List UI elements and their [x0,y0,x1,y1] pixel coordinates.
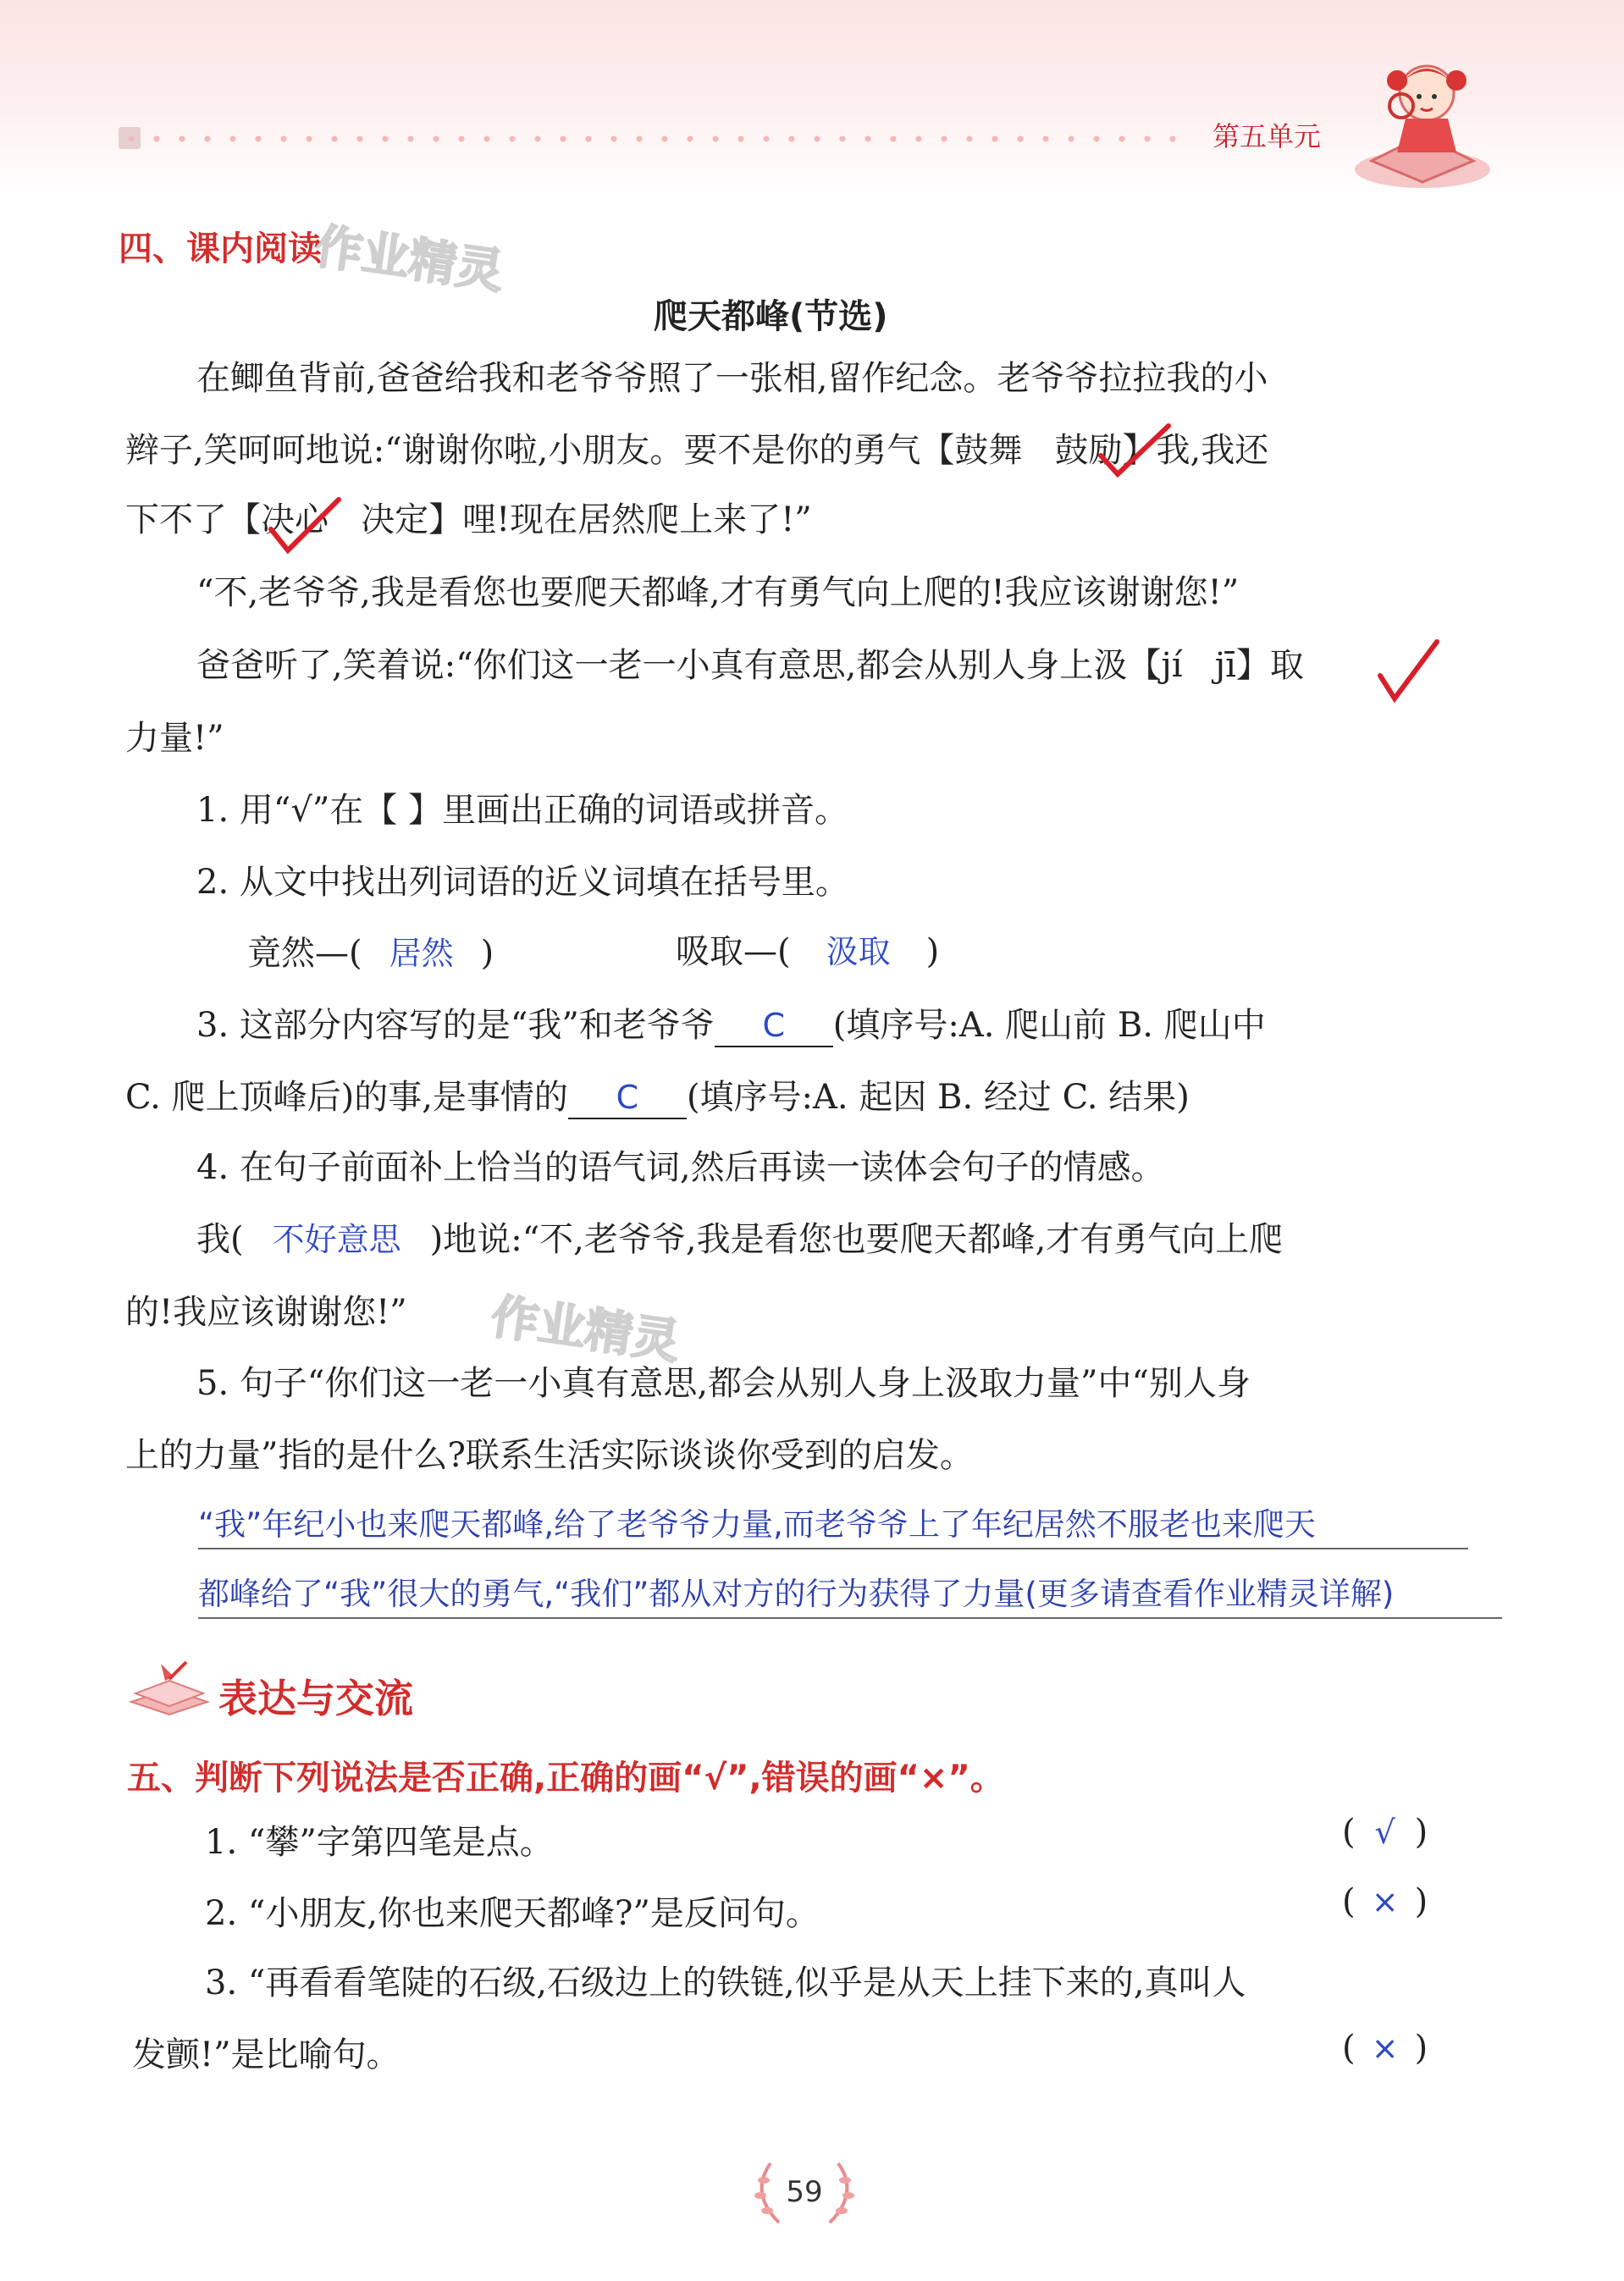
q2-item2-answer: 汲取 [826,933,891,970]
judge-item-3-line2: 发颤!”是比喻句。 [132,2035,400,2074]
option-guwu: 鼓舞 [954,431,1023,470]
page-number: 59 [786,2175,823,2209]
option-jueding: 决定 [361,500,429,539]
paren-close: ) [1414,1882,1428,1921]
q2-item1-label: 竟然—( [247,934,362,973]
question-3-line2 [125,1077,1190,1119]
question-1: 1. 用“√”在【 】里画出正确的词语或拼音。 [196,791,848,830]
question-2: 2. 从文中找出列词语的近义词填在括号里。 [196,863,849,902]
paren-open: ( [1342,1882,1356,1921]
passage-title: 爬天都峰(节选) [654,297,888,336]
question-5-line2: 上的力量”指的是什么?联系生活实际谈谈你受到的启发。 [125,1436,974,1475]
q3-line2-text-b: (填序号:A. 起因 B. 经过 C. 结果) [686,1078,1190,1117]
question-5-line1: 5. 句子“你们这一老一小真有意思,都会从别人身上汲取力量”中“别人身 [196,1364,1251,1403]
para3-line1-text-b: 】取 [1235,646,1304,685]
check-mark-icon [1376,638,1444,705]
para1-line2-text-b: 】我,我还 [1122,431,1269,470]
expression-heading: 表达与交流 [218,1676,413,1721]
option-guli: 鼓励 [1054,431,1123,470]
q2-item-1 [247,933,494,974]
passage-para3-line2: 力量!” [125,719,224,758]
judge-item-1-answer: √ [1374,1814,1395,1851]
watermark: 作业精灵 [487,1289,683,1371]
question-4: 4. 在句子前面补上恰当的语气词,然后再读一读体会句子的情感。 [196,1148,1165,1187]
paren-close: ) [1414,1813,1428,1852]
section-4-heading: 四、课内阅读 [119,229,322,268]
check-mark-icon [267,495,343,559]
judge-item-2: 2. “小朋友,你也来爬天都峰?”是反问句。 [205,1894,820,1933]
passage-para1-line3 [125,500,812,540]
judge-item-3-answer: × [1371,2030,1399,2067]
judge-item-3-line1: 3. “再看看笔陡的石级,石级边上的铁链,似乎是从天上挂下来的,真叫人 [205,1963,1246,2002]
check-mark-icon [1096,422,1173,481]
option-pinyin-1: jí [1161,646,1183,685]
judge-item-3-paren [1342,2028,1428,2068]
q2-item2-close: ) [925,932,940,971]
q3-answer-2: C [568,1079,687,1119]
section-5-heading: 五、判断下列说法是否正确,正确的画“√”,错误的画“×”。 [127,1759,1004,1798]
watermark: 作业精灵 [311,218,507,301]
q4-line1-text-a: 我( [196,1220,244,1259]
q5-answer-line1: “我”年纪小也来爬天都峰,给了老爷爷力量,而老爷爷上了年纪居然不服老也来爬天 [198,1499,1468,1549]
books-icon [127,1655,212,1723]
question-4-line2: 的!我应该谢谢您!” [125,1293,407,1332]
question-3-line1 [196,1005,1266,1047]
q2-item2-label: 吸取—( [676,932,791,971]
judge-item-2-paren [1342,1881,1428,1922]
para1-line3-text-b: 】哩!现在居然爬上来了!” [428,500,812,539]
q4-line1-text-b: )地说:“不,老爷爷,我是看您也要爬天都峰,才有勇气向上爬 [429,1220,1284,1259]
q4-answer: 不好意思 [272,1221,401,1258]
option-juexin: 决心 [261,500,329,539]
q3-line2-text-a: C. 爬上顶峰后)的事,是事情的 [125,1078,568,1117]
judge-item-1: 1. “攀”字第四笔是点。 [205,1823,554,1862]
para1-line2-text-a: 辫子,笑呵呵地说:“谢谢你啦,小朋友。要不是你的勇气【 [125,431,955,470]
paren-close: ) [1414,2029,1428,2068]
passage-para1-line1: 在鲫鱼背前,爸爸给我和老爷爷照了一张相,留作纪念。老爷爷拉拉我的小 [196,359,1268,398]
page-number-badge [745,2155,864,2231]
q2-item1-answer: 居然 [389,935,454,972]
para1-line3-text-a: 下不了【 [125,500,261,539]
q2-item1-close: ) [480,934,494,973]
passage-para2: “不,老爷爷,我是看您也要爬天都峰,才有勇气向上爬的!我应该谢谢您!” [196,573,1240,612]
question-4-line1 [196,1219,1283,1260]
q3-answer-1: C [715,1007,833,1047]
para3-line1-text-a: 爸爸听了,笑着说:“你们这一老一小真有意思,都会从别人身上汲【 [196,646,1162,685]
judge-item-2-answer: × [1371,1883,1399,1920]
unit-label: 第五单元 [1212,120,1322,152]
q5-answer-line2: 都峰给了“我”很大的勇气,“我们”都从对方的行为获得了力量(更多请查看作业精灵详解) [198,1568,1502,1619]
passage-para3-line1 [196,645,1304,686]
q2-item-2 [676,931,939,972]
q3-line1-text-a: 3. 这部分内容写的是“我”和老爷爷 [196,1006,715,1045]
reading-girl-mascot-icon [1338,34,1499,195]
option-pinyin-2: jī [1214,646,1236,685]
q3-line1-text-b: (填序号:A. 爬山前 B. 爬山中 [832,1006,1266,1045]
header-dot-line [119,134,1177,144]
paren-open: ( [1342,2029,1356,2068]
paren-open: ( [1342,1813,1356,1852]
judge-item-1-paren [1342,1812,1428,1853]
